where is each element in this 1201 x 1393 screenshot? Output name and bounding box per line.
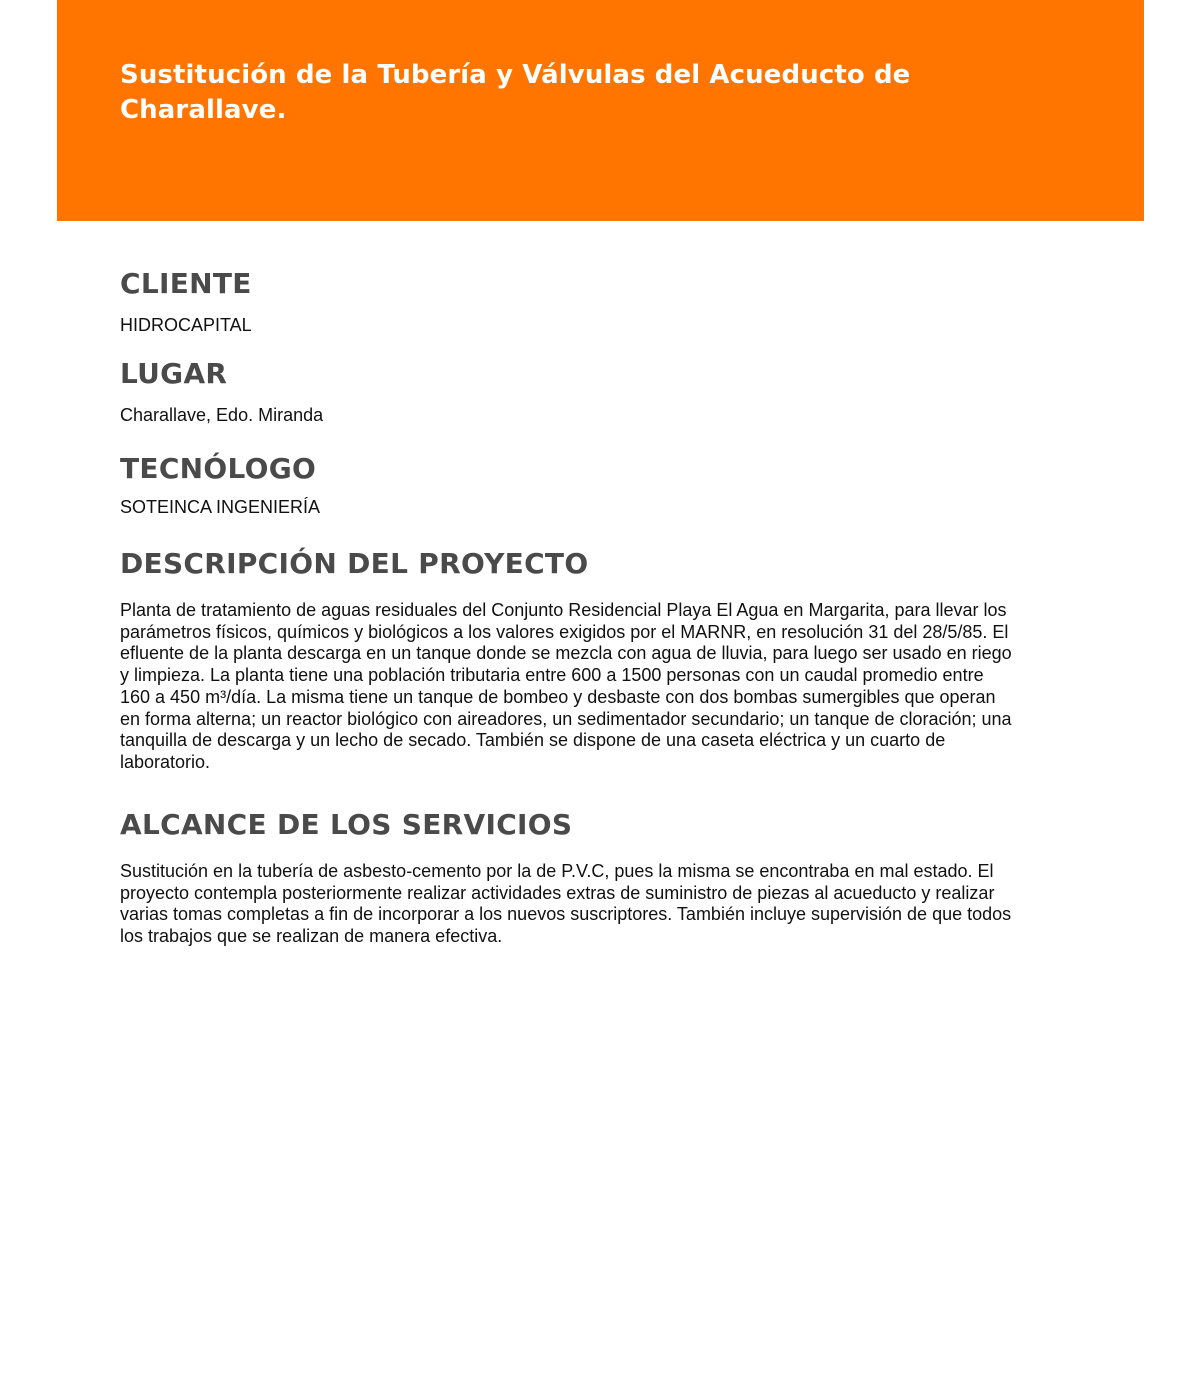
client-value: HIDROCAPITAL <box>120 315 252 335</box>
header-banner <box>57 0 1144 221</box>
technologist-heading: TECNÓLOGO <box>120 452 317 485</box>
technologist-value: SOTEINCA INGENIERÍA <box>120 497 321 517</box>
description-text: Planta de tratamiento de aguas residuales del Conjunto Residencial Playa El Agua en Margarita, para llevar los parámetros físicos, químicos y biológicos a los valores exigidos por el MARNR, en resolución 31 del 28/5/85. El efluente de la planta descarga en un tanque donde se mezcla con agua de lluvia, para luego ser usado en riego y limpieza. La planta tiene una población tributaria entre 600 a 1500 personas con un caudal promedio entre 160 a 450 m³/día. La misma tiene un tanque de bombeo y desbaste con dos bombas sumergibles que operan en forma alterna; un reactor biológico con aireadores, un sedimentador secundario; un tanque de cloración; una tanquilla de descarga y un lecho de secado. También se dispone de una caseta eléctrica y un cuarto de laboratorio. <box>120 600 1012 772</box>
location-heading: LUGAR <box>120 357 228 390</box>
location-value: Charallave, Edo. Miranda <box>120 405 324 425</box>
scope-heading: ALCANCE DE LOS SERVICIOS <box>120 808 573 841</box>
scope-text: Sustitución en la tubería de asbesto-cemento por la de P.V.C, pues la misma se encontraba en mal estado. El proyecto contempla posteriormente realizar actividades extras de suministro de piezas al acueducto y realizar varias tomas completas a fin de incorporar a los nuevos suscriptores. También incluye supervisión de que todos los trabajos que se realizan de manera efectiva. <box>120 861 1012 947</box>
description-heading: DESCRIPCIÓN DEL PROYECTO <box>120 547 589 580</box>
client-heading: CLIENTE <box>120 267 252 300</box>
page-title: Sustitución de la Tubería y Válvulas del Acueducto de Charallave. <box>120 60 911 125</box>
